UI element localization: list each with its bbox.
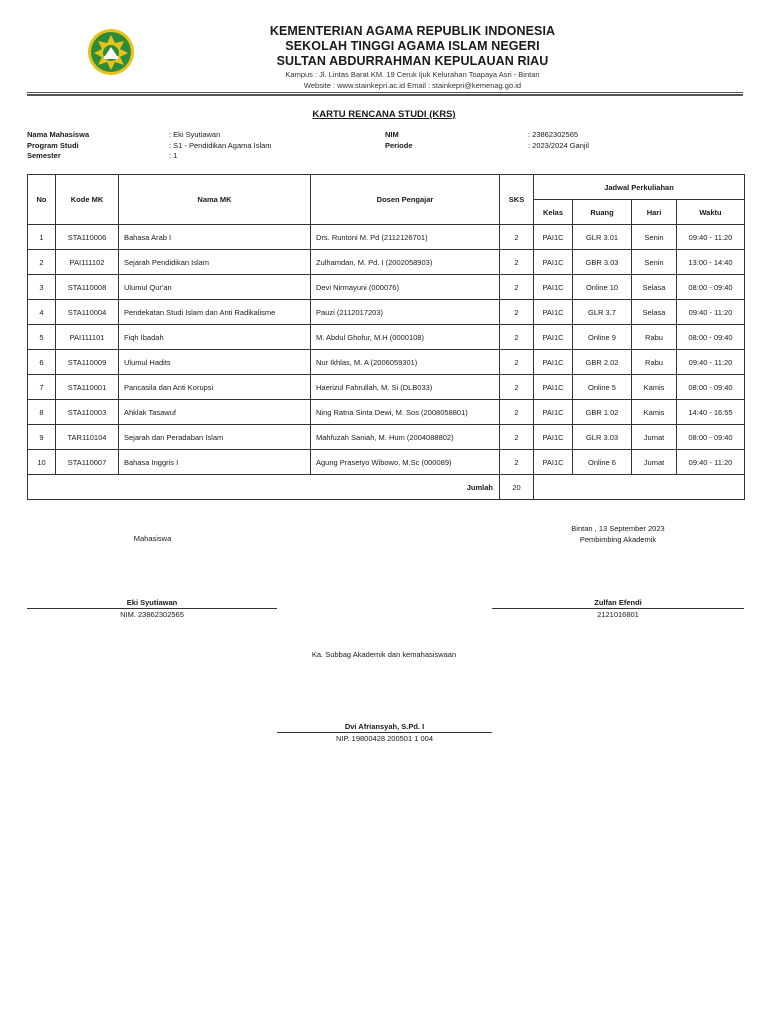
table-row	[28, 250, 745, 275]
cell-waktu: 09:40 - 11:20	[677, 450, 745, 475]
jumlah-label-text: Jumlah	[466, 482, 493, 492]
cell-waktu: 14:40 - 16:55	[677, 400, 745, 425]
nama-label: Nama Mahasiswa	[27, 130, 90, 139]
cell-hari: Selasa	[632, 300, 677, 325]
cell-no: 2	[28, 250, 56, 275]
cell-hari: Jumat	[632, 450, 677, 475]
ministry-name: KEMENTERIAN AGAMA REPUBLIK INDONESIA	[269, 24, 556, 38]
cell-no: 3	[28, 275, 56, 300]
header-divider	[27, 92, 743, 93]
cell-ruang: Online 10	[573, 275, 632, 300]
cell-nama: Ulumul Hadits	[119, 350, 311, 375]
cell-waktu: 09:40 - 11:20	[677, 300, 745, 325]
cell-kode: STA110009	[56, 350, 119, 375]
pa-signature	[492, 598, 744, 607]
pa-role: Pembimbing Akademik	[579, 535, 657, 544]
cell-ruang: Online 5	[573, 375, 632, 400]
cell-dosen: Mahfuzah Saniah, M. Hum (2004088802)	[311, 425, 500, 450]
cell-kelas: PAI1C	[534, 350, 573, 375]
cell-dosen: Drs. Runtoni M. Pd (2112126701)	[311, 225, 500, 250]
header-ruang: Ruang	[573, 200, 632, 225]
cell-waktu: 08:00 - 09:40	[677, 375, 745, 400]
header-jadwal: Jadwal Perkuliahan	[534, 175, 745, 200]
cell-sks: 2	[500, 350, 534, 375]
course-rows	[28, 225, 745, 475]
jumlah-value: 20	[500, 475, 534, 500]
cell-kode: TAR110104	[56, 425, 119, 450]
cell-dosen: Devi Nirmayuni (000076)	[311, 275, 500, 300]
cell-kelas: PAI1C	[534, 425, 573, 450]
cell-sks: 2	[500, 450, 534, 475]
cell-ruang: GLR 3.7	[573, 300, 632, 325]
cell-ruang: GBR 1.02	[573, 400, 632, 425]
cell-ruang: GBR 2.02	[573, 350, 632, 375]
cell-hari: Rabu	[632, 325, 677, 350]
cell-sks: 2	[500, 300, 534, 325]
cell-hari: Kamis	[632, 400, 677, 425]
jumlah-filler	[534, 475, 745, 500]
cell-kode: STA110008	[56, 275, 119, 300]
cell-dosen: M. Abdul Ghofur, M.H (0000108)	[311, 325, 500, 350]
cell-no: 8	[28, 400, 56, 425]
cell-hari: Jumat	[632, 425, 677, 450]
table-row	[28, 350, 745, 375]
header-no: No	[28, 175, 56, 225]
table-row	[28, 400, 745, 425]
header-nama: Nama MK	[119, 175, 311, 225]
jumlah-label	[28, 475, 500, 500]
cell-ruang: Online 9	[573, 325, 632, 350]
cell-waktu: 08:00 - 09:40	[677, 325, 745, 350]
cell-hari: Senin	[632, 225, 677, 250]
letterhead-titles	[150, 24, 675, 91]
kasubbag-name: Dvi Afriansyah, S.Pd. I	[344, 722, 425, 731]
period-info-values	[528, 130, 589, 151]
cell-waktu: 09:40 - 11:20	[677, 225, 745, 250]
prodi-value: : S1 - Pendidikan Agama Islam	[169, 140, 272, 150]
cell-kelas: PAI1C	[534, 250, 573, 275]
cell-no: 7	[28, 375, 56, 400]
cell-no: 6	[28, 350, 56, 375]
kasubbag-signature	[277, 722, 492, 731]
cell-sks: 2	[500, 375, 534, 400]
cell-dosen: Haerizul Fahrullah, M. Si (DLB033)	[311, 375, 500, 400]
institution-name-2: SULTAN ABDURRAHMAN KEPULAUAN RIAU	[276, 54, 549, 68]
cell-no: 5	[28, 325, 56, 350]
semester-value: : 1	[169, 151, 178, 160]
header-hari: Hari	[632, 200, 677, 225]
cell-hari: Kamis	[632, 375, 677, 400]
cell-dosen: Zulhamdan, M. Pd. I (2002058903)	[311, 250, 500, 275]
mahasiswa-role: Mahasiswa	[133, 534, 172, 543]
cell-kelas: PAI1C	[534, 325, 573, 350]
table-row	[28, 375, 745, 400]
campus-address: Kampus : Jl. Lintas Barat KM. 19 Ceruk Ijuk Kelurahan Toapaya Asri - Bintan	[285, 70, 540, 79]
table-row	[28, 325, 745, 350]
cell-sks: 2	[500, 225, 534, 250]
nama-value: : Eki Syutiawan	[169, 130, 221, 139]
letterhead	[0, 0, 768, 96]
cell-nama: Ulumul Qur'an	[119, 275, 311, 300]
cell-no: 9	[28, 425, 56, 450]
cell-dosen: Agung Prasetyo Wibowo, M.Sc (000089)	[311, 450, 500, 475]
cell-waktu: 13:00 - 14:40	[677, 250, 745, 275]
cell-nama: Fiqh Ibadah	[119, 325, 311, 350]
semester-label: Semester	[27, 151, 61, 160]
cell-ruang: Online 6	[573, 450, 632, 475]
cell-waktu: 08:00 - 09:40	[677, 275, 745, 300]
cell-kode: STA110003	[56, 400, 119, 425]
course-table	[27, 174, 745, 500]
cell-no: 4	[28, 300, 56, 325]
cell-hari: Rabu	[632, 350, 677, 375]
cell-kelas: PAI1C	[534, 300, 573, 325]
mahasiswa-name: Eki Syutiawan	[126, 598, 178, 607]
cell-waktu: 08:00 - 09:40	[677, 425, 745, 450]
cell-kode: PAI111101	[56, 325, 119, 350]
document-title: KARTU RENCANA STUDI (KRS)	[312, 109, 456, 120]
cell-ruang: GBR 3.03	[573, 250, 632, 275]
table-row	[28, 425, 745, 450]
pa-name: Zulfan Efendi	[594, 598, 642, 607]
cell-waktu: 09:40 - 11:20	[677, 350, 745, 375]
prodi-label: Program Studi	[27, 140, 79, 150]
institution-logo-icon	[86, 27, 136, 77]
cell-ruang: GLR 3.01	[573, 225, 632, 250]
cell-sks: 2	[500, 425, 534, 450]
website-email: Website : www.stainkepri.ac.id Email : stainkepri@kemenag.go.id	[303, 81, 522, 90]
cell-kode: STA110001	[56, 375, 119, 400]
pa-id: 2121016801	[597, 610, 639, 619]
cell-hari: Senin	[632, 250, 677, 275]
cell-nama: Sejarah dan Peradaban Islam	[119, 425, 311, 450]
cell-kode: STA110006	[56, 225, 119, 250]
cell-dosen: Ning Ratna Sinta Dewi, M. Sos (2008058801)	[311, 400, 500, 425]
mahasiswa-signature-line	[27, 608, 277, 609]
cell-hari: Selasa	[632, 275, 677, 300]
cell-ruang: GLR 3.03	[573, 425, 632, 450]
student-info-values	[169, 130, 272, 162]
student-info-labels	[27, 130, 89, 162]
periode-label: Periode	[385, 140, 413, 150]
cell-nama: Pancasila dan Anti Korupsi	[119, 375, 311, 400]
kasubbag-signature-line	[277, 732, 492, 733]
cell-sks: 2	[500, 400, 534, 425]
header-dosen: Dosen Pengajar	[311, 175, 500, 225]
header-kode: Kode MK	[56, 175, 119, 225]
cell-kelas: PAI1C	[534, 375, 573, 400]
nim-label: NIM	[385, 130, 399, 139]
cell-kelas: PAI1C	[534, 225, 573, 250]
table-row	[28, 450, 745, 475]
header-divider-thick	[27, 94, 743, 96]
period-info-labels	[385, 130, 413, 151]
header-waktu: Waktu	[677, 200, 745, 225]
mahasiswa-signature	[27, 598, 277, 607]
table-row	[28, 300, 745, 325]
header-sks: SKS	[500, 175, 534, 225]
kasubbag-id: NIP. 19800428 200501 1 004	[335, 734, 434, 743]
pa-signature-line	[492, 608, 744, 609]
periode-value: : 2023/2024 Ganjil	[528, 140, 589, 150]
mahasiswa-id: NIM. 23862302565	[120, 610, 184, 619]
cell-kelas: PAI1C	[534, 275, 573, 300]
cell-sks: 2	[500, 275, 534, 300]
cell-no: 1	[28, 225, 56, 250]
cell-dosen: Pauzi (2112017203)	[311, 300, 500, 325]
place-date: Bintan , 13 September 2023	[571, 524, 665, 533]
cell-kode: STA110007	[56, 450, 119, 475]
cell-sks: 2	[500, 250, 534, 275]
cell-kode: STA110004	[56, 300, 119, 325]
institution-name: SEKOLAH TINGGI AGAMA ISLAM NEGERI	[285, 39, 540, 53]
cell-nama: Ahklak Tasawuf	[119, 400, 311, 425]
table-row	[28, 275, 745, 300]
cell-kelas: PAI1C	[534, 450, 573, 475]
cell-nama: Sejarah Pendidikan Islam	[119, 250, 311, 275]
cell-sks: 2	[500, 325, 534, 350]
cell-dosen: Nur Ikhlas, M. A (2006059301)	[311, 350, 500, 375]
cell-nama: Pendekatan Studi Islam dan Anti Radikalisme	[119, 300, 311, 325]
nim-value: : 23862302565	[528, 130, 579, 139]
table-row	[28, 225, 745, 250]
cell-kelas: PAI1C	[534, 400, 573, 425]
cell-no: 10	[28, 450, 56, 475]
header-kelas: Kelas	[534, 200, 573, 225]
cell-nama: Bahasa Arab I	[119, 225, 311, 250]
kasubbag-role: Ka. Subbag Akademik dan kemahasiswaan	[311, 650, 457, 659]
cell-kode: PAI111102	[56, 250, 119, 275]
cell-nama: Bahasa Inggris I	[119, 450, 311, 475]
